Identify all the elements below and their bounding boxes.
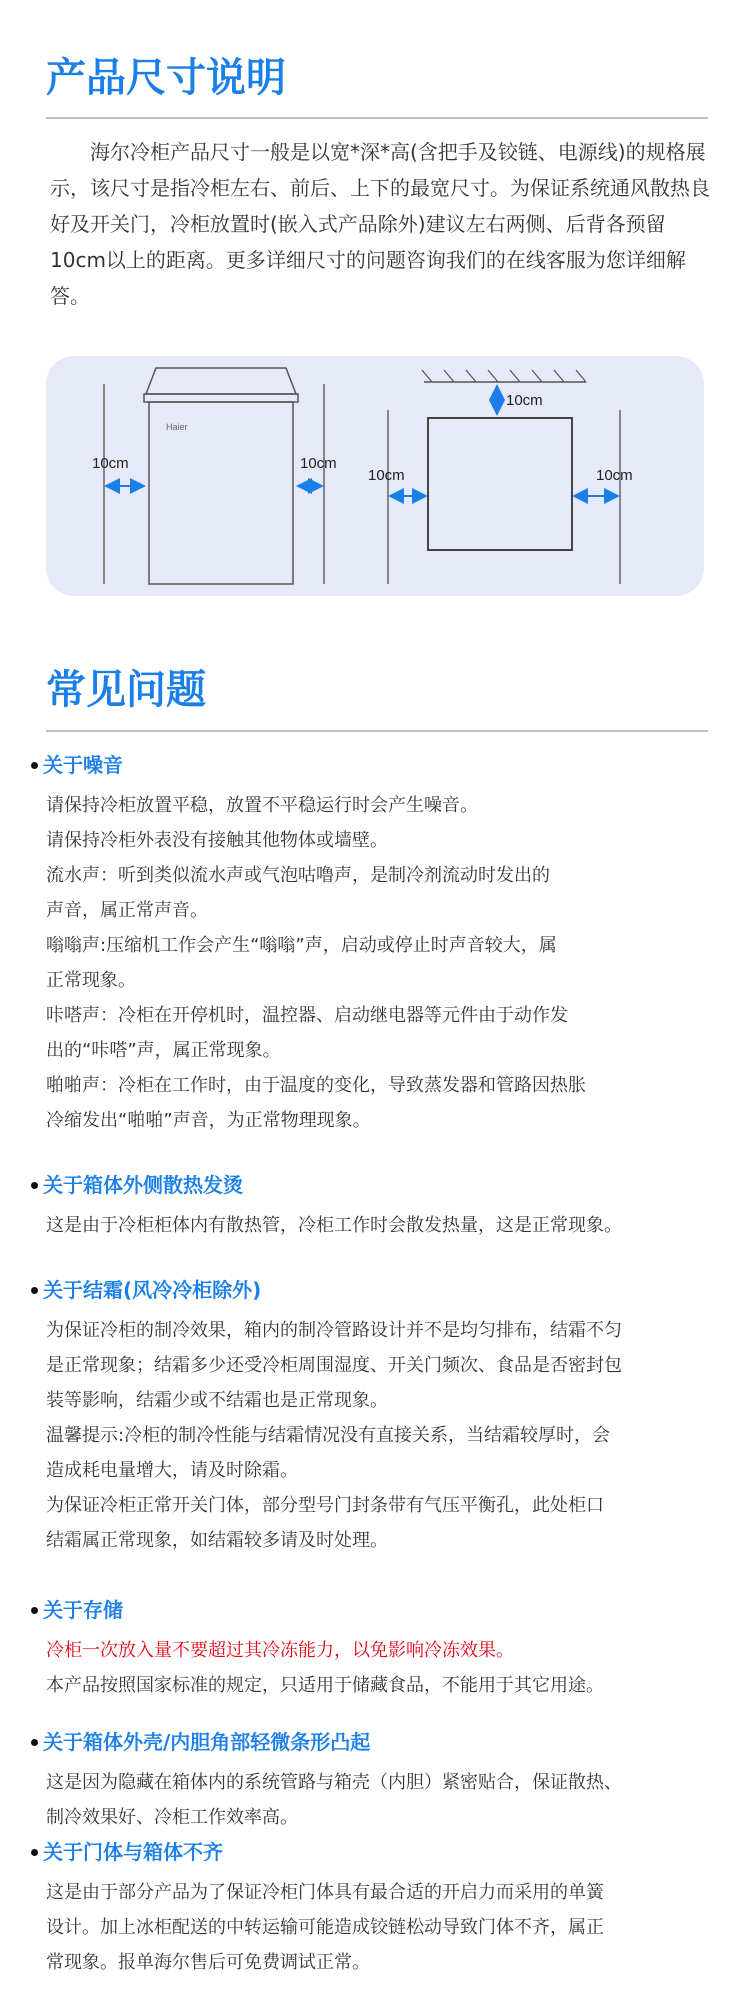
freezer-front-view [92, 368, 337, 584]
bullet-icon [31, 762, 38, 769]
faq-item-storage [43, 1595, 726, 1703]
faq-question: 关于噪音 [46, 750, 726, 780]
faq-item-door [43, 1837, 726, 1980]
faq-answer: 冷缩发出“啪啪”声音，为正常物理现象。 [46, 1110, 371, 1131]
faq-item-frost [43, 1275, 726, 1558]
freezer-top-view [368, 370, 633, 584]
freezer-top-outline [428, 418, 572, 550]
faq-answer: 啪啪声：冷柜在工作时，由于温度的变化，导致蒸发器和管路因热胀 [46, 1075, 586, 1096]
faq-item-noise [43, 750, 726, 1138]
left-gap-label: 10cm [92, 455, 129, 472]
faq-question: 关于结霜(风冷冷柜除外) [46, 1275, 726, 1305]
faq-answer: 正常现象。 [46, 970, 136, 991]
faq-answer: 流水声：听到类似流水声或气泡咕噜声，是制冷剂流动时发出的 [46, 865, 550, 886]
faq-answer: 为保证冷柜正常开关门体，部分型号门封条带有气压平衡孔，此处柜口 [46, 1495, 604, 1516]
faq-item-heat [43, 1170, 726, 1243]
faq-answer: 声音，属正常声音。 [46, 900, 208, 921]
faq-question: 关于箱体外侧散热发烫 [46, 1170, 726, 1200]
faq-divider [46, 730, 708, 732]
faq-answer: 这是因为隐藏在箱体内的系统管路与箱壳（内胆）紧密贴合，保证散热、 [46, 1772, 622, 1793]
bullet-icon [31, 1739, 38, 1746]
faq-answer-warning: 冷柜一次放入量不要超过其冷冻能力，以免影响冷冻效果。 [46, 1640, 514, 1661]
faq-question: 关于箱体外壳/内胆角部轻微条形凸起 [46, 1727, 726, 1757]
faq-answer: 结霜属正常现象，如结霜较多请及时处理。 [46, 1530, 388, 1551]
faq-answer: 常现象。报单海尔售后可免费调试正常。 [46, 1952, 370, 1973]
faq-answer: 本产品按照国家标准的规定，只适用于储藏食品，不能用于其它用途。 [46, 1675, 604, 1696]
back-gap-label: 10cm [506, 392, 543, 409]
bullet-icon [31, 1287, 38, 1294]
bullet-icon [31, 1849, 38, 1856]
bullet-icon [31, 1182, 38, 1189]
bullet-icon [31, 1607, 38, 1614]
clearance-diagram-svg [46, 356, 704, 596]
size-intro-text: 海尔冷柜产品尺寸一般是以宽*深*高(含把手及铰链、电源线)的规格展示，该尺寸是指冷柜左右、前后、上下的最宽尺寸。为保证系统通风散热良好及开关门，冷柜放置时(嵌入式产品除外)建议左右两侧、后背各预留10cm以上的距离。更多详细尺寸的问题咨询我们的在线客服为您详细解答。 [50, 140, 710, 308]
faq-answer: 咔嗒声：冷柜在开停机时，温控器、启动继电器等元件由于动作发 [46, 1005, 568, 1026]
side-right-label: 10cm [596, 467, 633, 484]
faq-question: 关于存储 [46, 1595, 726, 1625]
faq-answer: 这是由于部分产品为了保证冷柜门体具有最合适的开启力而采用的单簧 [46, 1882, 604, 1903]
faq-answer: 为保证冷柜的制冷效果，箱内的制冷管路设计并不是均匀排布，结霜不匀 [46, 1320, 622, 1341]
freezer-lid-edge [144, 394, 298, 402]
faq-answer: 装等影响，结霜少或不结霜也是正常现象。 [46, 1390, 388, 1411]
faq-answer: 是正常现象；结霜多少还受冷柜周围湿度、开关门频次、食品是否密封包 [46, 1355, 622, 1376]
faq-answer: 设计。加上冰柜配送的中转运输可能造成铰链松动导致门体不齐，属正 [46, 1917, 604, 1938]
title-divider [46, 117, 708, 119]
right-gap-label: 10cm [300, 455, 337, 472]
faq-answer: 温馨提示:冷柜的制冷性能与结霜情况没有直接关系，当结霜较厚时，会 [46, 1425, 611, 1446]
faq-answer: 请保持冷柜放置平稳，放置不平稳运行时会产生噪音。 [46, 795, 478, 816]
clearance-diagram [46, 356, 704, 596]
faq-answer: 这是由于冷柜柜体内有散热管，冷柜工作时会散发热量，这是正常现象。 [46, 1215, 622, 1236]
freezer-brand-logo: Haier [166, 422, 188, 432]
freezer-lid [146, 368, 296, 394]
faq-answer: 嗡嗡声:压缩机工作会产生“嗡嗡”声，启动或停止时声音较大，属 [46, 935, 557, 956]
faq-answer: 制冷效果好、冷柜工作效率高。 [46, 1807, 298, 1828]
faq-item-bulge [43, 1727, 726, 1835]
faq-answer: 造成耗电量增大，请及时除霜。 [46, 1460, 298, 1481]
wall-hatching [422, 370, 586, 382]
faq-answer: 请保持冷柜外表没有接触其他物体或墙壁。 [46, 830, 388, 851]
section-title-size: 产品尺寸说明 [46, 55, 286, 101]
faq-question: 关于门体与箱体不齐 [46, 1837, 726, 1867]
side-left-label: 10cm [368, 467, 405, 484]
section-title-faq: 常见问题 [46, 667, 206, 713]
faq-answer: 出的“咔嗒”声，属正常现象。 [46, 1040, 281, 1061]
